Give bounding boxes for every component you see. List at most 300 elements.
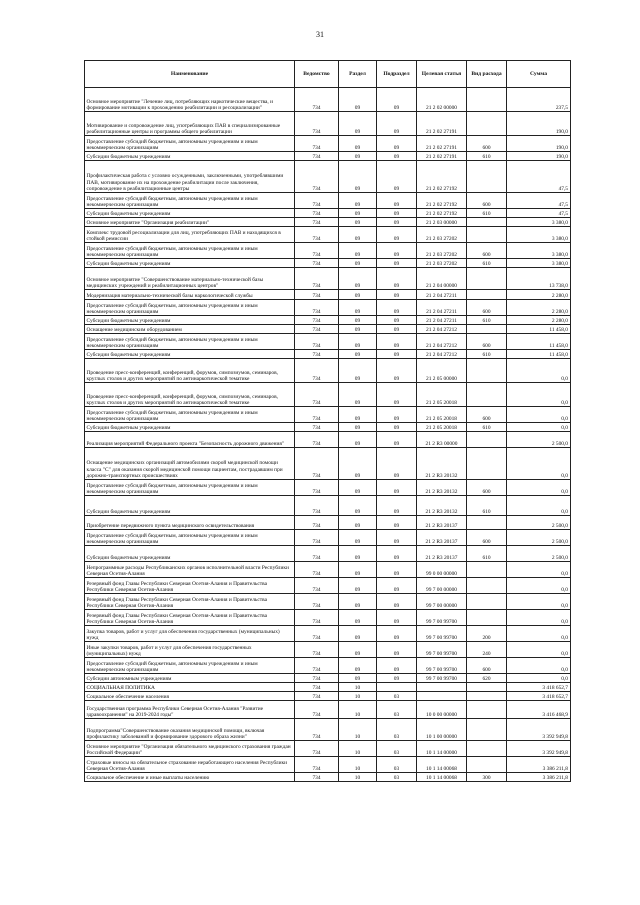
cell-target-article: 21 2 04 27212 (417, 334, 467, 350)
cell-expense-type (467, 578, 507, 594)
cell-name: Субсидии бюджетным учреждениям (85, 496, 295, 516)
cell-expense-type (467, 692, 507, 701)
cell-department: 734 (295, 290, 339, 300)
cell-expense-type: 200 (467, 626, 507, 642)
cell-target-article: 21 2 02 27191 (417, 136, 467, 152)
cell-amount: 11 458,0 (507, 334, 571, 350)
cell-name: Основное мероприятие "Организация реабилитации" (85, 218, 295, 227)
cell-name: Предоставление субсидий бюджетным, автономным учреждениям и иным некоммерческим организациям (85, 407, 295, 423)
cell-target-article: 21 2 02 27191 (417, 152, 467, 161)
table-row (85, 610, 571, 626)
cell-target-article: 21 2 04 27211 (417, 300, 467, 316)
cell-expense-type (467, 448, 507, 480)
cell-expense-type (467, 161, 507, 193)
cell-target-article: 21 2 02 00000 (417, 88, 467, 112)
cell-target-article: 10 1 00 00000 (417, 719, 467, 741)
cell-department: 734 (295, 259, 339, 268)
cell-target-article: 99 7 00 99700 (417, 658, 467, 674)
cell-amount: 0,0 (507, 480, 571, 496)
cell-amount: 0,0 (507, 407, 571, 423)
table-header-row (85, 61, 571, 88)
table-row (85, 432, 571, 448)
cell-name: Резервный фонд Главы Республики Северная Осетия-Алания и Правительства Республики Северная Осетия-Алания (85, 578, 295, 594)
cell-expense-type (467, 516, 507, 530)
cell-amount: 0,0 (507, 496, 571, 516)
cell-section: 10 (339, 692, 377, 701)
cell-name: Подпрограмма"Совершенствование оказания медицинской помощи, включая профилактику заболеваний и формирование здорового образа жизни" (85, 719, 295, 741)
cell-name: Проведение пресс-конференций, конференций, форумов, симпозиумов, семинаров, круглых столов и других мероприятий по антинаркотической тематике (85, 383, 295, 407)
cell-amount: 3 380,0 (507, 259, 571, 268)
cell-subsection: 09 (377, 88, 417, 112)
cell-name: Предоставление субсидий бюджетным, автономным учреждениям и иным некоммерческим организациям (85, 530, 295, 546)
cell-subsection: 09 (377, 112, 417, 136)
cell-amount: 0,0 (507, 578, 571, 594)
table-row (85, 642, 571, 658)
table-row (85, 757, 571, 773)
cell-target-article: 21 2 04 27212 (417, 325, 467, 334)
cell-name: Основное мероприятие "Лечение лиц, потребляющих наркотические вещества, и формирование мотивации к прохождению реабилитации и ресоциализации" (85, 88, 295, 112)
cell-name: Субсидии бюджетным учреждениям (85, 423, 295, 432)
cell-department: 734 (295, 112, 339, 136)
table-row (85, 480, 571, 496)
cell-subsection (377, 683, 417, 692)
cell-expense-type: 600 (467, 530, 507, 546)
cell-section: 09 (339, 674, 377, 683)
cell-expense-type: 610 (467, 350, 507, 359)
cell-subsection: 09 (377, 423, 417, 432)
cell-expense-type (467, 383, 507, 407)
cell-expense-type: 600 (467, 480, 507, 496)
cell-name: Закупка товаров, работ и услуг для обеспечения государственных (муниципальных) нужд (85, 626, 295, 642)
cell-section: 09 (339, 516, 377, 530)
table-row (85, 741, 571, 757)
table-row (85, 259, 571, 268)
cell-department: 734 (295, 88, 339, 112)
cell-name: Субсидии бюджетным учреждениям (85, 152, 295, 161)
cell-expense-type: 610 (467, 423, 507, 432)
cell-department: 734 (295, 448, 339, 480)
cell-department: 734 (295, 594, 339, 610)
cell-subsection: 03 (377, 757, 417, 773)
cell-expense-type: 610 (467, 209, 507, 218)
cell-subsection: 09 (377, 316, 417, 325)
cell-department: 734 (295, 757, 339, 773)
table-row (85, 683, 571, 692)
table-row (85, 692, 571, 701)
cell-name: Реализация мероприятий Федерального проекта "Безопасность дорожного движения" (85, 432, 295, 448)
cell-expense-type (467, 683, 507, 692)
cell-section: 10 (339, 773, 377, 782)
cell-subsection: 09 (377, 432, 417, 448)
cell-department: 734 (295, 516, 339, 530)
cell-name: Субсидии бюджетным учреждениям (85, 350, 295, 359)
cell-target-article: 99 7 00 99700 (417, 674, 467, 683)
cell-department: 734 (295, 562, 339, 578)
cell-target-article: 21 2 R3 20137 (417, 546, 467, 562)
cell-name: Субсидии бюджетным учреждениям (85, 209, 295, 218)
table-row (85, 578, 571, 594)
cell-name: Государственная программа Республики Северная Осетия-Алания "Развитие здравоохранения" на 2019-2024 годы" (85, 701, 295, 719)
cell-department: 734 (295, 626, 339, 642)
cell-section: 09 (339, 610, 377, 626)
cell-amount: 3 380,0 (507, 227, 571, 243)
cell-amount: 0,0 (507, 383, 571, 407)
cell-section: 09 (339, 290, 377, 300)
cell-department: 734 (295, 325, 339, 334)
table-row (85, 300, 571, 316)
cell-name: Предоставление субсидий бюджетным, автономным учреждениям и иным некоммерческим организациям (85, 243, 295, 259)
cell-name: Предоставление субсидий бюджетным, автономным учреждениям и иным некоммерческим организациям (85, 193, 295, 209)
cell-name: Социальное обеспечение населения (85, 692, 295, 701)
cell-section: 09 (339, 496, 377, 516)
cell-expense-type (467, 719, 507, 741)
cell-section: 09 (339, 112, 377, 136)
cell-subsection: 09 (377, 325, 417, 334)
table-row (85, 193, 571, 209)
table-row (85, 719, 571, 741)
cell-amount: 3 418 652,7 (507, 683, 571, 692)
cell-target-article: 21 2 R3 20137 (417, 530, 467, 546)
cell-department: 734 (295, 209, 339, 218)
cell-target-article: 21 2 05 20018 (417, 383, 467, 407)
table-row (85, 773, 571, 782)
cell-amount: 0,0 (507, 594, 571, 610)
table-row (85, 448, 571, 480)
cell-expense-type (467, 325, 507, 334)
table-row (85, 316, 571, 325)
cell-department: 734 (295, 701, 339, 719)
cell-department: 734 (295, 741, 339, 757)
table-row (85, 161, 571, 193)
cell-section: 09 (339, 350, 377, 359)
cell-department: 734 (295, 268, 339, 290)
cell-amount: 11 458,0 (507, 325, 571, 334)
cell-target-article: 10 1 14 00068 (417, 757, 467, 773)
budget-table (84, 60, 571, 782)
cell-department: 734 (295, 496, 339, 516)
cell-name: Проведение пресс-конференций, конференций, форумов, симпозиумов, семинаров, круглых столов и других мероприятий по антинаркотической тематике (85, 359, 295, 383)
cell-section: 09 (339, 243, 377, 259)
table-row (85, 290, 571, 300)
cell-amount: 13 738,0 (507, 268, 571, 290)
cell-name: Оснащение медицинских организаций автомобилями скорой медицинской помощи класса "С" для оказания скорой медицинской помощи пациентам, пострадавшим при дорожно-транспортных происшествиях (85, 448, 295, 480)
cell-expense-type (467, 268, 507, 290)
cell-target-article: 21 2 03 27202 (417, 259, 467, 268)
cell-expense-type: 600 (467, 136, 507, 152)
cell-section: 09 (339, 136, 377, 152)
cell-amount: 2 500,0 (507, 530, 571, 546)
cell-amount: 0,0 (507, 610, 571, 626)
cell-subsection: 09 (377, 407, 417, 423)
table-row (85, 383, 571, 407)
cell-amount: 0,0 (507, 448, 571, 480)
cell-amount: 2 280,0 (507, 290, 571, 300)
cell-subsection: 09 (377, 136, 417, 152)
cell-expense-type (467, 757, 507, 773)
cell-subsection: 09 (377, 268, 417, 290)
table-row (85, 268, 571, 290)
cell-section: 09 (339, 562, 377, 578)
cell-department: 734 (295, 243, 339, 259)
cell-section: 10 (339, 701, 377, 719)
cell-subsection: 09 (377, 562, 417, 578)
cell-subsection: 09 (377, 546, 417, 562)
cell-expense-type: 600 (467, 407, 507, 423)
cell-name: Субсидии бюджетным учреждениям (85, 259, 295, 268)
cell-expense-type (467, 218, 507, 227)
cell-section: 09 (339, 423, 377, 432)
cell-section: 09 (339, 334, 377, 350)
cell-department: 734 (295, 432, 339, 448)
table-row (85, 243, 571, 259)
cell-department: 734 (295, 407, 339, 423)
cell-target-article: 21 2 02 27191 (417, 112, 467, 136)
cell-amount: 2 500,0 (507, 432, 571, 448)
cell-expense-type: 610 (467, 316, 507, 325)
cell-target-article: 10 1 14 00068 (417, 773, 467, 782)
cell-amount: 0,0 (507, 658, 571, 674)
cell-section: 09 (339, 578, 377, 594)
cell-target-article (417, 683, 467, 692)
cell-target-article: 99 0 00 00000 (417, 562, 467, 578)
cell-subsection: 09 (377, 243, 417, 259)
cell-amount: 2 500,0 (507, 546, 571, 562)
cell-name: Иные закупки товаров, работ и услуг для обеспечения государственных (муниципальных) нужд (85, 642, 295, 658)
table-row (85, 423, 571, 432)
header-target-article: Целевая статья (417, 61, 467, 88)
cell-target-article: 21 2 02 27192 (417, 209, 467, 218)
cell-target-article: 99 7 00 99700 (417, 642, 467, 658)
cell-subsection: 09 (377, 530, 417, 546)
header-department: Ведомство (295, 61, 339, 88)
cell-section: 09 (339, 448, 377, 480)
table-row (85, 334, 571, 350)
cell-expense-type (467, 701, 507, 719)
cell-subsection: 09 (377, 227, 417, 243)
cell-target-article (417, 692, 467, 701)
cell-target-article: 21 2 05 20018 (417, 407, 467, 423)
cell-amount: 2 280,0 (507, 300, 571, 316)
cell-target-article: 21 2 04 00000 (417, 268, 467, 290)
cell-section: 09 (339, 300, 377, 316)
cell-target-article: 99 7 00 99700 (417, 610, 467, 626)
table-row (85, 562, 571, 578)
cell-section: 09 (339, 626, 377, 642)
cell-amount: 237,5 (507, 88, 571, 112)
cell-amount: 2 280,0 (507, 316, 571, 325)
cell-target-article: 10 0 00 00000 (417, 701, 467, 719)
cell-name: Основное мероприятие "Организация обязательного медицинского страхования граждан Российской Федерации" (85, 741, 295, 757)
cell-expense-type: 240 (467, 642, 507, 658)
cell-subsection: 09 (377, 383, 417, 407)
cell-target-article: 21 2 R3 20132 (417, 480, 467, 496)
cell-expense-type: 300 (467, 773, 507, 782)
cell-name: Субсидии бюджетным учреждениям (85, 546, 295, 562)
cell-subsection: 03 (377, 741, 417, 757)
table-row (85, 658, 571, 674)
cell-subsection: 09 (377, 193, 417, 209)
cell-amount: 3 380,0 (507, 218, 571, 227)
table-row (85, 136, 571, 152)
cell-department: 734 (295, 152, 339, 161)
cell-name: Мотивирование и сопровождение лиц, употребляющих ПАВ в специализированные реабилитационные центры и программы общего реабилитации (85, 112, 295, 136)
cell-subsection: 03 (377, 773, 417, 782)
cell-section: 09 (339, 594, 377, 610)
cell-expense-type: 600 (467, 243, 507, 259)
table-row (85, 407, 571, 423)
cell-amount: 47,5 (507, 193, 571, 209)
cell-amount: 47,5 (507, 209, 571, 218)
cell-name: Предоставление субсидий бюджетным, автономным учреждениям и иным некоммерческим организациям (85, 300, 295, 316)
cell-name: Предоставление субсидий бюджетным, автономным учреждениям и иным некоммерческим организациям (85, 136, 295, 152)
cell-subsection: 09 (377, 152, 417, 161)
table-row (85, 325, 571, 334)
cell-amount: 190,0 (507, 136, 571, 152)
cell-subsection: 09 (377, 350, 417, 359)
cell-name: Страховые взносы на обязательное страхование неработающего населения Республики Северная Осетия-Алания (85, 757, 295, 773)
cell-subsection: 09 (377, 480, 417, 496)
cell-subsection: 09 (377, 300, 417, 316)
cell-department: 734 (295, 546, 339, 562)
cell-amount: 0,0 (507, 359, 571, 383)
cell-expense-type (467, 88, 507, 112)
cell-section: 09 (339, 480, 377, 496)
cell-department: 734 (295, 773, 339, 782)
cell-name: Основное мероприятие "Совершенствование материально-технической базы медицинских учреждений и реабилитационных центров" (85, 268, 295, 290)
cell-amount: 0,0 (507, 626, 571, 642)
cell-target-article: 21 2 05 00000 (417, 359, 467, 383)
cell-expense-type (467, 594, 507, 610)
cell-target-article: 21 2 03 00000 (417, 218, 467, 227)
cell-subsection: 09 (377, 626, 417, 642)
cell-section: 09 (339, 268, 377, 290)
cell-expense-type: 600 (467, 300, 507, 316)
cell-target-article: 21 2 02 27192 (417, 161, 467, 193)
cell-target-article: 21 2 R3 20137 (417, 516, 467, 530)
cell-amount: 0,0 (507, 562, 571, 578)
cell-expense-type: 610 (467, 259, 507, 268)
cell-section: 09 (339, 161, 377, 193)
cell-department: 734 (295, 530, 339, 546)
cell-expense-type (467, 112, 507, 136)
cell-expense-type (467, 562, 507, 578)
cell-department: 734 (295, 423, 339, 432)
table-row (85, 359, 571, 383)
cell-amount: 190,0 (507, 112, 571, 136)
cell-subsection: 09 (377, 642, 417, 658)
cell-section: 09 (339, 432, 377, 448)
cell-subsection: 03 (377, 701, 417, 719)
cell-department: 734 (295, 161, 339, 193)
cell-name: СОЦИАЛЬНАЯ ПОЛИТИКА (85, 683, 295, 692)
cell-name: Резервный фонд Главы Республики Северная Осетия-Алания и Правительства Республики Северная Осетия-Алания (85, 594, 295, 610)
cell-name: Приобретение передвижного пункта медицинского освидетельствования (85, 516, 295, 530)
cell-subsection: 03 (377, 719, 417, 741)
cell-department: 734 (295, 383, 339, 407)
cell-department: 734 (295, 316, 339, 325)
cell-section: 09 (339, 193, 377, 209)
cell-section: 09 (339, 227, 377, 243)
cell-amount: 3 392 949,8 (507, 719, 571, 741)
cell-department: 734 (295, 227, 339, 243)
cell-department: 734 (295, 674, 339, 683)
cell-section: 09 (339, 359, 377, 383)
cell-target-article: 21 2 04 27212 (417, 350, 467, 359)
cell-name: Предоставление субсидий бюджетным, автономным учреждениям и иным некоммерческим организациям (85, 480, 295, 496)
table-row (85, 152, 571, 161)
header-name: Наименование (85, 61, 295, 88)
cell-target-article: 21 2 03 27202 (417, 227, 467, 243)
cell-target-article: 21 2 R3 20132 (417, 496, 467, 516)
table-row (85, 626, 571, 642)
cell-section: 09 (339, 218, 377, 227)
cell-name: Профилактическая работа с условно осужденными, заключенными, употреблявшими ПАВ, мотивирование их на прохождение реабилитации после заключения, сопровождение в реабилитационные центры (85, 161, 295, 193)
cell-subsection: 09 (377, 334, 417, 350)
cell-department: 734 (295, 350, 339, 359)
cell-department: 734 (295, 683, 339, 692)
table-row (85, 546, 571, 562)
cell-target-article: 21 2 04 27211 (417, 290, 467, 300)
cell-subsection: 09 (377, 448, 417, 480)
table-row (85, 496, 571, 516)
cell-expense-type: 600 (467, 658, 507, 674)
cell-name: Оснащение медицинским оборудованием (85, 325, 295, 334)
cell-subsection: 09 (377, 359, 417, 383)
cell-amount: 0,0 (507, 423, 571, 432)
cell-expense-type (467, 227, 507, 243)
table-row (85, 218, 571, 227)
cell-amount: 2 500,0 (507, 516, 571, 530)
cell-amount: 11 458,0 (507, 350, 571, 359)
cell-target-article: 21 2 03 27202 (417, 243, 467, 259)
table-row (85, 209, 571, 218)
table-row (85, 112, 571, 136)
cell-department: 734 (295, 218, 339, 227)
cell-name: Субсидии бюджетным учреждениям (85, 316, 295, 325)
cell-target-article: 10 1 14 00000 (417, 741, 467, 757)
cell-section: 10 (339, 741, 377, 757)
cell-section: 09 (339, 546, 377, 562)
cell-name: Предоставление субсидий бюджетным, автономным учреждениям и иным некоммерческим организациям (85, 334, 295, 350)
cell-target-article: 99 7 00 00000 (417, 578, 467, 594)
cell-section: 09 (339, 383, 377, 407)
cell-expense-type (467, 290, 507, 300)
cell-department: 734 (295, 359, 339, 383)
cell-section: 09 (339, 88, 377, 112)
cell-department: 734 (295, 480, 339, 496)
header-amount: Сумма (507, 61, 571, 88)
cell-name: Резервный фонд Главы Республики Северная Осетия-Алания и Правительства Республики Северная Осетия-Алания (85, 610, 295, 626)
cell-section: 09 (339, 658, 377, 674)
header-subsection: Подраздел (377, 61, 417, 88)
table-row (85, 227, 571, 243)
cell-department: 734 (295, 136, 339, 152)
cell-department: 734 (295, 334, 339, 350)
cell-expense-type: 610 (467, 496, 507, 516)
cell-department: 734 (295, 578, 339, 594)
cell-section: 10 (339, 683, 377, 692)
cell-target-article: 21 2 02 27192 (417, 193, 467, 209)
cell-expense-type: 610 (467, 152, 507, 161)
cell-subsection: 09 (377, 259, 417, 268)
cell-expense-type (467, 359, 507, 383)
cell-amount: 3 416 468,9 (507, 701, 571, 719)
cell-section: 09 (339, 530, 377, 546)
cell-department: 734 (295, 300, 339, 316)
cell-expense-type (467, 432, 507, 448)
cell-amount: 3 380,0 (507, 243, 571, 259)
cell-department: 734 (295, 193, 339, 209)
